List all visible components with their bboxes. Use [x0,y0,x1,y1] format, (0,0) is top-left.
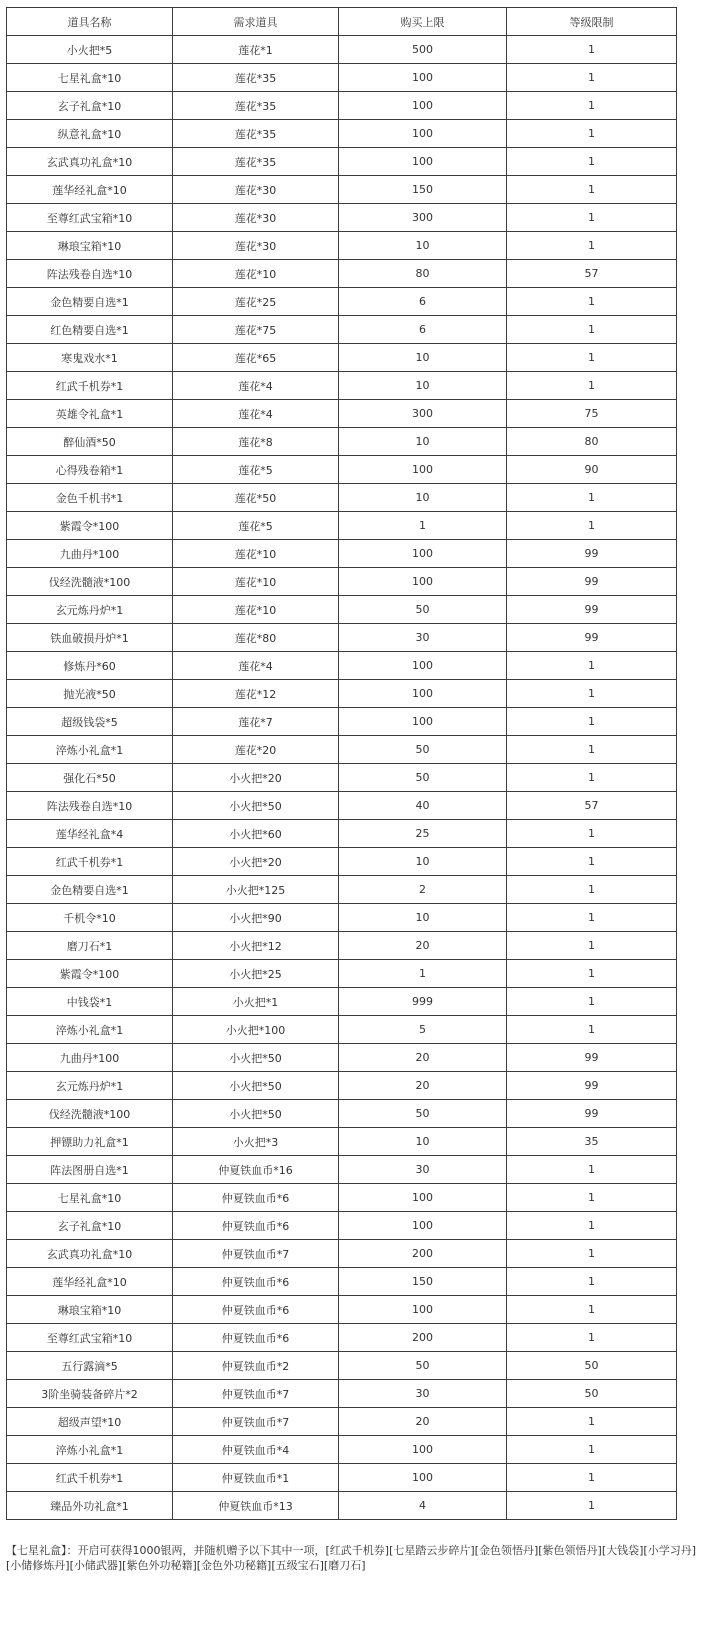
cell-item-name: 玄武真功礼盒*10 [7,1240,173,1268]
cell-required-item: 仲夏铁血币*13 [173,1492,339,1520]
cell-item-name: 琳琅宝箱*10 [7,1296,173,1324]
cell-item-name: 伐经洗髓液*100 [7,568,173,596]
cell-purchase-limit: 100 [339,64,507,92]
cell-item-name: 阵法残卷自选*10 [7,792,173,820]
cell-purchase-limit: 100 [339,708,507,736]
cell-level-limit: 1 [507,1268,677,1296]
cell-item-name: 金色千机书*1 [7,484,173,512]
cell-purchase-limit: 100 [339,148,507,176]
table-row [7,1240,677,1268]
cell-required-item: 莲花*35 [173,64,339,92]
cell-item-name: 纵意礼盒*10 [7,120,173,148]
cell-purchase-limit: 10 [339,904,507,932]
header-purchase-limit: 购买上限 [339,8,507,36]
cell-purchase-limit: 50 [339,736,507,764]
cell-item-name: 红武千机券*1 [7,372,173,400]
table-row [7,1044,677,1072]
table-row [7,1380,677,1408]
cell-level-limit: 1 [507,484,677,512]
cell-level-limit: 1 [507,876,677,904]
cell-required-item: 仲夏铁血币*16 [173,1156,339,1184]
cell-item-name: 玄子礼盒*10 [7,92,173,120]
cell-item-name: 超级钱袋*5 [7,708,173,736]
cell-level-limit: 1 [507,288,677,316]
cell-item-name: 七星礼盒*10 [7,1184,173,1212]
cell-level-limit: 1 [507,1240,677,1268]
cell-item-name: 3阶坐骑装备碎片*2 [7,1380,173,1408]
table-row [7,260,677,288]
cell-required-item: 小火把*1 [173,988,339,1016]
cell-purchase-limit: 20 [339,1044,507,1072]
cell-purchase-limit: 25 [339,820,507,848]
cell-item-name: 莲华经礼盒*4 [7,820,173,848]
cell-item-name: 紫霞令*100 [7,960,173,988]
table-header-row [7,8,677,36]
table-row [7,232,677,260]
cell-level-limit: 1 [507,1408,677,1436]
cell-required-item: 小火把*20 [173,764,339,792]
cell-level-limit: 99 [507,568,677,596]
cell-purchase-limit: 20 [339,932,507,960]
table-row [7,708,677,736]
table-row [7,428,677,456]
cell-required-item: 莲花*12 [173,680,339,708]
table-row [7,764,677,792]
cell-required-item: 莲花*30 [173,176,339,204]
cell-item-name: 铁血破损丹炉*1 [7,624,173,652]
table-row [7,372,677,400]
header-level-limit: 等级限制 [507,8,677,36]
cell-purchase-limit: 100 [339,652,507,680]
cell-purchase-limit: 5 [339,1016,507,1044]
cell-item-name: 磨刀石*1 [7,932,173,960]
cell-level-limit: 99 [507,624,677,652]
cell-level-limit: 99 [507,540,677,568]
cell-required-item: 莲花*80 [173,624,339,652]
table-row [7,876,677,904]
cell-required-item: 莲花*10 [173,568,339,596]
cell-purchase-limit: 2 [339,876,507,904]
table-row [7,148,677,176]
cell-level-limit: 1 [507,932,677,960]
table-row [7,792,677,820]
table-row [7,1352,677,1380]
table-row [7,960,677,988]
cell-item-name: 醉仙酒*50 [7,428,173,456]
cell-required-item: 小火把*60 [173,820,339,848]
cell-purchase-limit: 50 [339,1100,507,1128]
cell-required-item: 莲花*35 [173,148,339,176]
cell-required-item: 仲夏铁血币*1 [173,1464,339,1492]
cell-level-limit: 1 [507,680,677,708]
cell-level-limit: 99 [507,1072,677,1100]
cell-purchase-limit: 50 [339,596,507,624]
cell-item-name: 寒鬼戏水*1 [7,344,173,372]
table-row [7,932,677,960]
cell-item-name: 中钱袋*1 [7,988,173,1016]
cell-purchase-limit: 300 [339,204,507,232]
table-row [7,568,677,596]
cell-required-item: 小火把*90 [173,904,339,932]
table-row [7,1016,677,1044]
table-row [7,1100,677,1128]
cell-required-item: 仲夏铁血币*6 [173,1268,339,1296]
cell-item-name: 淬炼小礼盒*1 [7,1016,173,1044]
table-row [7,1436,677,1464]
cell-item-name: 九曲丹*100 [7,540,173,568]
table-row [7,736,677,764]
cell-required-item: 莲花*30 [173,204,339,232]
cell-level-limit: 50 [507,1352,677,1380]
cell-level-limit: 99 [507,596,677,624]
cell-purchase-limit: 200 [339,1324,507,1352]
cell-purchase-limit: 10 [339,428,507,456]
table-row [7,820,677,848]
cell-item-name: 超级声望*10 [7,1408,173,1436]
table-row [7,1156,677,1184]
cell-level-limit: 1 [507,1156,677,1184]
cell-item-name: 小火把*5 [7,36,173,64]
cell-item-name: 金色精要自选*1 [7,876,173,904]
cell-purchase-limit: 500 [339,36,507,64]
cell-required-item: 小火把*20 [173,848,339,876]
cell-purchase-limit: 10 [339,232,507,260]
cell-purchase-limit: 6 [339,288,507,316]
cell-item-name: 千机令*10 [7,904,173,932]
cell-level-limit: 75 [507,400,677,428]
cell-item-name: 淬炼小礼盒*1 [7,1436,173,1464]
cell-item-name: 玄元炼丹炉*1 [7,1072,173,1100]
cell-level-limit: 1 [507,820,677,848]
cell-required-item: 仲夏铁血币*7 [173,1240,339,1268]
cell-level-limit: 50 [507,1380,677,1408]
table-row [7,400,677,428]
cell-level-limit: 1 [507,344,677,372]
cell-level-limit: 1 [507,316,677,344]
cell-required-item: 莲花*7 [173,708,339,736]
cell-level-limit: 80 [507,428,677,456]
cell-level-limit: 1 [507,1324,677,1352]
cell-item-name: 修炼丹*60 [7,652,173,680]
cell-required-item: 莲花*35 [173,92,339,120]
cell-purchase-limit: 20 [339,1408,507,1436]
cell-purchase-limit: 100 [339,92,507,120]
cell-purchase-limit: 30 [339,1156,507,1184]
table-row [7,1128,677,1156]
cell-required-item: 小火把*50 [173,1044,339,1072]
table-row [7,484,677,512]
cell-purchase-limit: 100 [339,1184,507,1212]
cell-purchase-limit: 10 [339,848,507,876]
cell-required-item: 小火把*25 [173,960,339,988]
cell-required-item: 莲花*65 [173,344,339,372]
table-row [7,988,677,1016]
cell-purchase-limit: 1 [339,512,507,540]
cell-purchase-limit: 100 [339,568,507,596]
table-row [7,456,677,484]
cell-purchase-limit: 6 [339,316,507,344]
cell-purchase-limit: 100 [339,1464,507,1492]
cell-required-item: 仲夏铁血币*6 [173,1184,339,1212]
cell-purchase-limit: 30 [339,624,507,652]
table-row [7,512,677,540]
cell-purchase-limit: 10 [339,484,507,512]
cell-level-limit: 1 [507,904,677,932]
cell-level-limit: 1 [507,764,677,792]
table-row [7,1212,677,1240]
cell-required-item: 小火把*50 [173,1100,339,1128]
cell-item-name: 玄元炼丹炉*1 [7,596,173,624]
cell-item-name: 淬炼小礼盒*1 [7,736,173,764]
cell-purchase-limit: 40 [339,792,507,820]
table-row [7,1408,677,1436]
cell-level-limit: 1 [507,372,677,400]
cell-level-limit: 1 [507,1212,677,1240]
cell-item-name: 紫霞令*100 [7,512,173,540]
cell-level-limit: 35 [507,1128,677,1156]
cell-level-limit: 1 [507,1492,677,1520]
cell-level-limit: 1 [507,736,677,764]
cell-item-name: 红武千机券*1 [7,848,173,876]
cell-required-item: 莲花*35 [173,120,339,148]
table-row [7,1492,677,1520]
cell-level-limit: 90 [507,456,677,484]
cell-item-name: 金色精要自选*1 [7,288,173,316]
header-required-item: 需求道具 [173,8,339,36]
table-row [7,316,677,344]
cell-item-name: 英雄令礼盒*1 [7,400,173,428]
cell-purchase-limit: 200 [339,1240,507,1268]
cell-item-name: 玄子礼盒*10 [7,1212,173,1240]
cell-item-name: 抛光液*50 [7,680,173,708]
table-body [7,36,677,1520]
cell-required-item: 莲花*4 [173,652,339,680]
table-row [7,64,677,92]
cell-level-limit: 1 [507,960,677,988]
cell-item-name: 至尊红武宝箱*10 [7,204,173,232]
cell-required-item: 小火把*100 [173,1016,339,1044]
cell-required-item: 莲花*4 [173,400,339,428]
cell-item-name: 九曲丹*100 [7,1044,173,1072]
table-row [7,92,677,120]
cell-purchase-limit: 300 [339,400,507,428]
cell-level-limit: 1 [507,176,677,204]
cell-item-name: 五行露滴*5 [7,1352,173,1380]
cell-level-limit: 1 [507,848,677,876]
cell-item-name: 至尊红武宝箱*10 [7,1324,173,1352]
table-row [7,596,677,624]
cell-required-item: 莲花*4 [173,372,339,400]
cell-item-name: 臻品外功礼盒*1 [7,1492,173,1520]
cell-purchase-limit: 100 [339,680,507,708]
cell-required-item: 仲夏铁血币*7 [173,1408,339,1436]
cell-level-limit: 1 [507,512,677,540]
table-row [7,904,677,932]
cell-purchase-limit: 150 [339,1268,507,1296]
cell-level-limit: 1 [507,120,677,148]
table-row [7,848,677,876]
table-row [7,204,677,232]
cell-level-limit: 1 [507,148,677,176]
cell-required-item: 莲花*10 [173,596,339,624]
cell-level-limit: 1 [507,1184,677,1212]
cell-required-item: 仲夏铁血币*4 [173,1436,339,1464]
cell-required-item: 小火把*125 [173,876,339,904]
cell-required-item: 小火把*3 [173,1128,339,1156]
cell-purchase-limit: 10 [339,372,507,400]
cell-purchase-limit: 150 [339,176,507,204]
cell-required-item: 莲花*10 [173,540,339,568]
cell-level-limit: 1 [507,232,677,260]
cell-purchase-limit: 100 [339,1296,507,1324]
cell-purchase-limit: 10 [339,344,507,372]
cell-purchase-limit: 1 [339,960,507,988]
cell-item-name: 心得残卷箱*1 [7,456,173,484]
cell-purchase-limit: 100 [339,1436,507,1464]
cell-purchase-limit: 50 [339,1352,507,1380]
cell-required-item: 仲夏铁血币*2 [173,1352,339,1380]
cell-purchase-limit: 100 [339,540,507,568]
cell-required-item: 仲夏铁血币*7 [173,1380,339,1408]
cell-level-limit: 99 [507,1100,677,1128]
cell-required-item: 莲花*5 [173,512,339,540]
cell-item-name: 阵法图册自选*1 [7,1156,173,1184]
cell-item-name: 强化石*50 [7,764,173,792]
exchange-table [6,7,677,1520]
table-row [7,120,677,148]
cell-purchase-limit: 50 [339,764,507,792]
cell-item-name: 红武千机券*1 [7,1464,173,1492]
cell-required-item: 莲花*10 [173,260,339,288]
cell-required-item: 莲花*30 [173,232,339,260]
cell-required-item: 小火把*50 [173,792,339,820]
cell-required-item: 仲夏铁血币*6 [173,1324,339,1352]
cell-item-name: 琳琅宝箱*10 [7,232,173,260]
table-row [7,1184,677,1212]
table-row [7,1464,677,1492]
cell-required-item: 莲花*8 [173,428,339,456]
table-row [7,680,677,708]
cell-purchase-limit: 999 [339,988,507,1016]
cell-required-item: 莲花*50 [173,484,339,512]
cell-required-item: 莲花*5 [173,456,339,484]
cell-item-name: 伐经洗髓液*100 [7,1100,173,1128]
table-row [7,1324,677,1352]
cell-level-limit: 1 [507,652,677,680]
cell-level-limit: 1 [507,988,677,1016]
cell-item-name: 押镖助力礼盒*1 [7,1128,173,1156]
gift-box-footnote: 【七星礼盒】：开启可获得1000银两，并随机赠予以下其中一项，[红武千机券][七星踏云步碎片][金色领悟丹][紫色领悟丹][大钱袋][小学习丹][小储修炼丹][小储武器][紫色外功秘籍][金色外功秘籍][五级宝石][磨刀石] [6,1544,696,1572]
cell-purchase-limit: 4 [339,1492,507,1520]
cell-item-name: 莲华经礼盒*10 [7,176,173,204]
cell-item-name: 红色精要自选*1 [7,316,173,344]
table-row [7,540,677,568]
table-row [7,624,677,652]
cell-level-limit: 1 [507,92,677,120]
cell-required-item: 小火把*12 [173,932,339,960]
cell-item-name: 莲华经礼盒*10 [7,1268,173,1296]
cell-required-item: 莲花*1 [173,36,339,64]
table-row [7,652,677,680]
cell-level-limit: 1 [507,708,677,736]
cell-level-limit: 1 [507,204,677,232]
cell-required-item: 莲花*75 [173,316,339,344]
cell-purchase-limit: 10 [339,1128,507,1156]
cell-required-item: 莲花*25 [173,288,339,316]
cell-purchase-limit: 80 [339,260,507,288]
cell-purchase-limit: 100 [339,456,507,484]
cell-level-limit: 1 [507,1016,677,1044]
cell-required-item: 莲花*20 [173,736,339,764]
table-row [7,1296,677,1324]
table-row [7,36,677,64]
table-row [7,1268,677,1296]
cell-item-name: 阵法残卷自选*10 [7,260,173,288]
table-row [7,288,677,316]
cell-level-limit: 1 [507,64,677,92]
cell-item-name: 七星礼盒*10 [7,64,173,92]
cell-level-limit: 1 [507,36,677,64]
cell-required-item: 仲夏铁血币*6 [173,1296,339,1324]
cell-purchase-limit: 30 [339,1380,507,1408]
cell-level-limit: 1 [507,1436,677,1464]
cell-item-name: 玄武真功礼盒*10 [7,148,173,176]
cell-level-limit: 57 [507,260,677,288]
cell-level-limit: 99 [507,1044,677,1072]
cell-level-limit: 1 [507,1464,677,1492]
cell-level-limit: 57 [507,792,677,820]
cell-required-item: 仲夏铁血币*6 [173,1212,339,1240]
cell-purchase-limit: 20 [339,1072,507,1100]
cell-purchase-limit: 100 [339,120,507,148]
cell-required-item: 小火把*50 [173,1072,339,1100]
cell-level-limit: 1 [507,1296,677,1324]
table-row [7,176,677,204]
header-item-name: 道具名称 [7,8,173,36]
table-row [7,344,677,372]
cell-purchase-limit: 100 [339,1212,507,1240]
table-row [7,1072,677,1100]
